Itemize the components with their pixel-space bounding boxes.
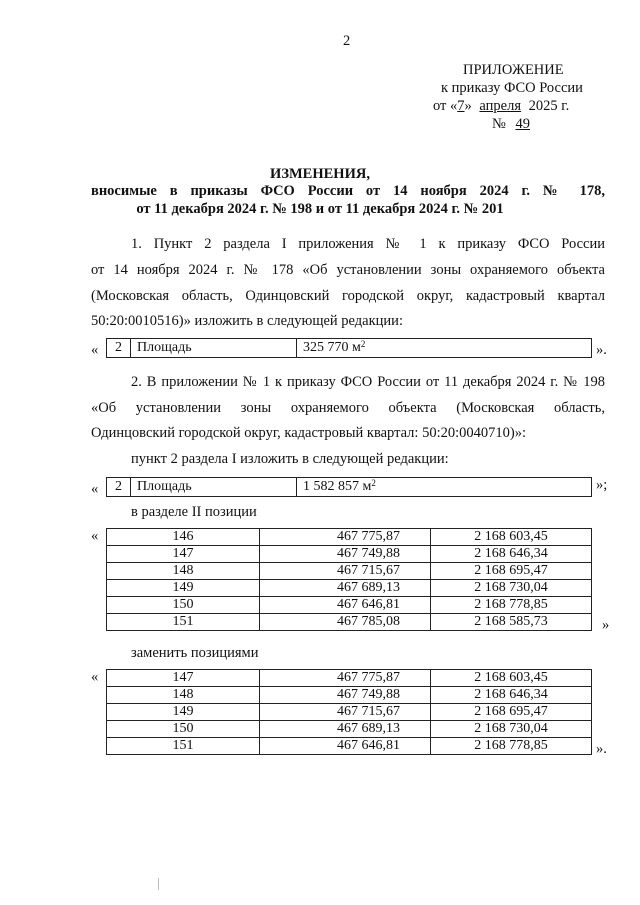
table1-close-quote: » bbox=[602, 617, 610, 633]
row2-area bbox=[106, 477, 592, 497]
row1-value: 325 770 $м^2$ bbox=[303, 339, 366, 355]
replace-label: заменить позициями bbox=[131, 645, 259, 661]
row2-close-quote: »; bbox=[596, 477, 608, 493]
page-number: 2 bbox=[343, 33, 351, 49]
table-row: 150 467 646,81 2 168 778,85 bbox=[107, 597, 592, 614]
table-row: 151 467 785,08 2 168 585,73 bbox=[107, 614, 592, 631]
para2-line3: Одинцовский городской округ, кадастровый квартал: 50:20:0040710)»: bbox=[91, 425, 526, 441]
table-row: 151 467 646,81 2 168 778,85 bbox=[107, 738, 592, 755]
row1-area bbox=[106, 338, 592, 358]
row2-label: Площадь bbox=[131, 478, 297, 496]
appendix-order-ref: к приказу ФСО России bbox=[441, 80, 583, 96]
row2-value: 1 582 857 $м^2$ bbox=[303, 478, 376, 494]
table-row: 147 467 749,88 2 168 646,34 bbox=[107, 546, 592, 563]
para1-line1: 1. Пункт 2 раздела I приложения № 1 к приказу ФСО России bbox=[131, 236, 605, 252]
para1-line3: (Московская область, Одинцовский городской округ, кадастровый квартал bbox=[91, 288, 605, 304]
section2-label: в разделе II позиции bbox=[131, 504, 257, 520]
table-row: 148 467 715,67 2 168 695,47 bbox=[107, 563, 592, 580]
row2-open-quote: « bbox=[91, 481, 99, 497]
table1-open-quote: « bbox=[91, 528, 99, 544]
row1-number: 2 bbox=[107, 339, 131, 357]
table-row: 150 467 689,13 2 168 730,04 bbox=[107, 721, 592, 738]
para2-line1: 2. В приложении № 1 к приказу ФСО России от 11 декабря 2024 г. № 198 bbox=[131, 374, 605, 390]
changes-subtitle-2: от 11 декабря 2024 г. № 198 и от 11 декабря 2024 г. № 201 bbox=[136, 201, 504, 217]
appendix-day: 7 bbox=[457, 98, 465, 114]
appendix-title: ПРИЛОЖЕНИЕ bbox=[463, 62, 564, 78]
row2-number: 2 bbox=[107, 478, 131, 496]
table-row: 149 467 689,13 2 168 730,04 bbox=[107, 580, 592, 597]
row1-open-quote: « bbox=[91, 342, 99, 358]
changes-title: ИЗМЕНЕНИЯ, bbox=[270, 166, 370, 182]
appendix-date: от «7» апреля 2025 г. bbox=[433, 98, 570, 114]
replacement-positions-table bbox=[106, 669, 592, 755]
table-row: 146 467 775,87 2 168 603,45 bbox=[107, 529, 592, 546]
table-row: 148 467 749,88 2 168 646,34 bbox=[107, 687, 592, 704]
scan-mark bbox=[158, 878, 159, 890]
table-row: 147 467 775,87 2 168 603,45 bbox=[107, 670, 592, 687]
table2-close-quote: ». bbox=[596, 741, 607, 757]
changes-subtitle-1: вносимые в приказы ФСО России от 14 ноября 2024 г. № 178, bbox=[91, 183, 605, 199]
row1-close-quote: ». bbox=[596, 342, 607, 358]
appendix-number: № 49 bbox=[492, 116, 530, 132]
positions-table bbox=[106, 528, 592, 631]
para2-line4: пункт 2 раздела I изложить в следующей редакции: bbox=[131, 451, 449, 467]
row1-label: Площадь bbox=[131, 339, 297, 357]
table2-open-quote: « bbox=[91, 669, 99, 685]
para1-line4: 50:20:0010516)» изложить в следующей редакции: bbox=[91, 313, 403, 329]
para1-line2: от 14 ноября 2024 г. № 178 «Об установлении зоны охраняемого объекта bbox=[91, 262, 605, 278]
para2-line2: «Об установлении зоны охраняемого объекта (Московская область, bbox=[91, 400, 605, 416]
appendix-month: апреля bbox=[479, 98, 522, 114]
table-row: 149 467 715,67 2 168 695,47 bbox=[107, 704, 592, 721]
